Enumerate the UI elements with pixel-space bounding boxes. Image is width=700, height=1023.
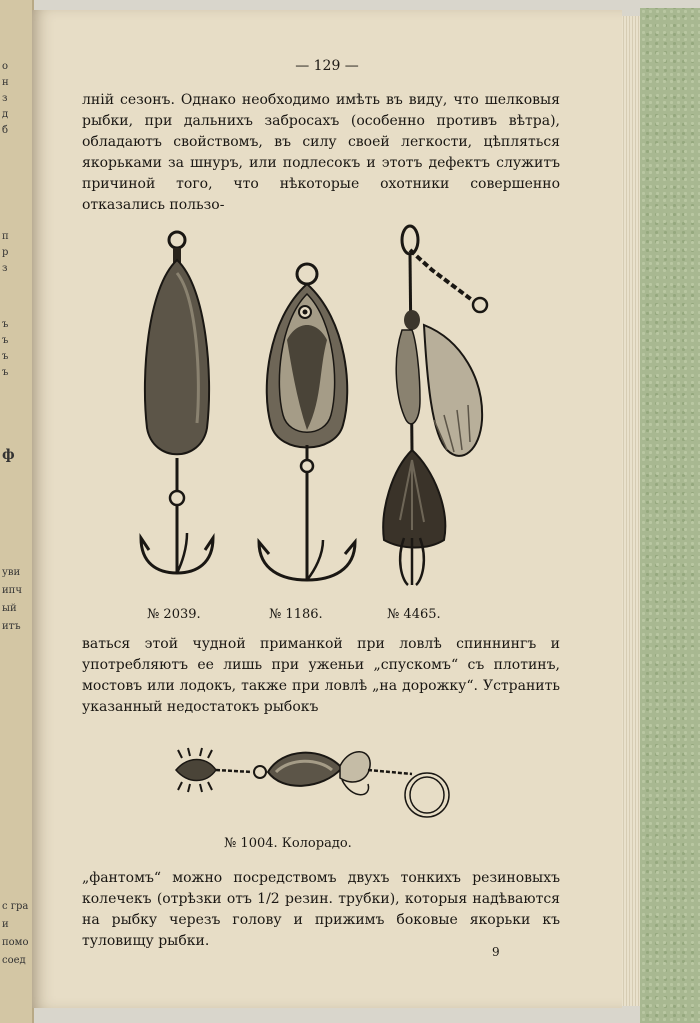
fish-lure-illustration xyxy=(247,260,367,600)
left-fragment: н xyxy=(2,77,9,88)
book-page xyxy=(32,10,622,1008)
colorado-lure-illustration xyxy=(172,740,452,830)
caption-1186: № 1186. xyxy=(269,607,323,622)
left-fragment: с гра xyxy=(2,901,29,912)
left-fragment: соед xyxy=(2,955,26,966)
left-fragment: з xyxy=(2,93,8,104)
signature-mark: 9 xyxy=(492,945,500,959)
left-fragment: уви xyxy=(2,567,21,578)
left-fragment: ъ xyxy=(2,351,9,362)
left-fragment: итъ xyxy=(2,621,21,632)
caption-colorado: № 1004. Колорадо. xyxy=(224,836,352,851)
book-cover xyxy=(640,8,700,1023)
caption-2039: № 2039. xyxy=(147,607,201,622)
left-fragment: д xyxy=(2,109,9,120)
left-fragment: ф xyxy=(2,447,15,463)
left-fragment: ипч xyxy=(2,585,22,596)
left-fragment: о xyxy=(2,61,9,72)
left-fragment: ъ xyxy=(2,335,9,346)
left-fragment: п xyxy=(2,231,9,242)
left-fragment: ый xyxy=(2,603,17,614)
caption-4465: № 4465. xyxy=(387,607,441,622)
spoon-lure-illustration xyxy=(127,228,227,588)
left-fragment: р xyxy=(2,247,9,258)
left-fragment: ъ xyxy=(2,319,9,330)
left-fragment: помо xyxy=(2,937,29,948)
paragraph-middle: ваться этой чудной приманкой при ловлѣ спиннингъ и употребляютъ ее лишь при уженьи „спускомъ“ съ плотинъ, мостовъ или лодокъ, также при ловлѣ „на дорожку“. Устранить указанный недостатокъ рыбокъ xyxy=(82,636,560,715)
paragraph-bottom: „фантомъ“ можно посредствомъ двухъ тонкихъ резиновыхъ колечекъ (отрѣзки отъ 1/2 резин. трубки), которыя надѣваются на рыбку черезъ голову и прижимъ боковые якорьки къ туловищу рыбки. xyxy=(82,870,560,949)
left-fragment: б xyxy=(2,125,9,136)
left-page-edge xyxy=(0,0,34,1023)
left-fragment: и xyxy=(2,919,9,930)
left-fragment: ъ xyxy=(2,367,9,378)
spinner-lure-illustration xyxy=(372,220,512,600)
paragraph-top: лній сезонъ. Однако необходимо имѣть въ виду, что шелковыя рыбки, при дальнихъ забросахъ (особенно противъ вѣтра), обладаютъ свойствомъ, въ силу своей легкости, цѣпляться якорьками за шнуръ, или подлесокъ и этотъ дефектъ служитъ причиной того, что нѣкоторые охотники совершенно отказались пользо- xyxy=(82,92,560,213)
page-number: — 129 — xyxy=(295,58,359,74)
left-fragment: з xyxy=(2,263,8,274)
